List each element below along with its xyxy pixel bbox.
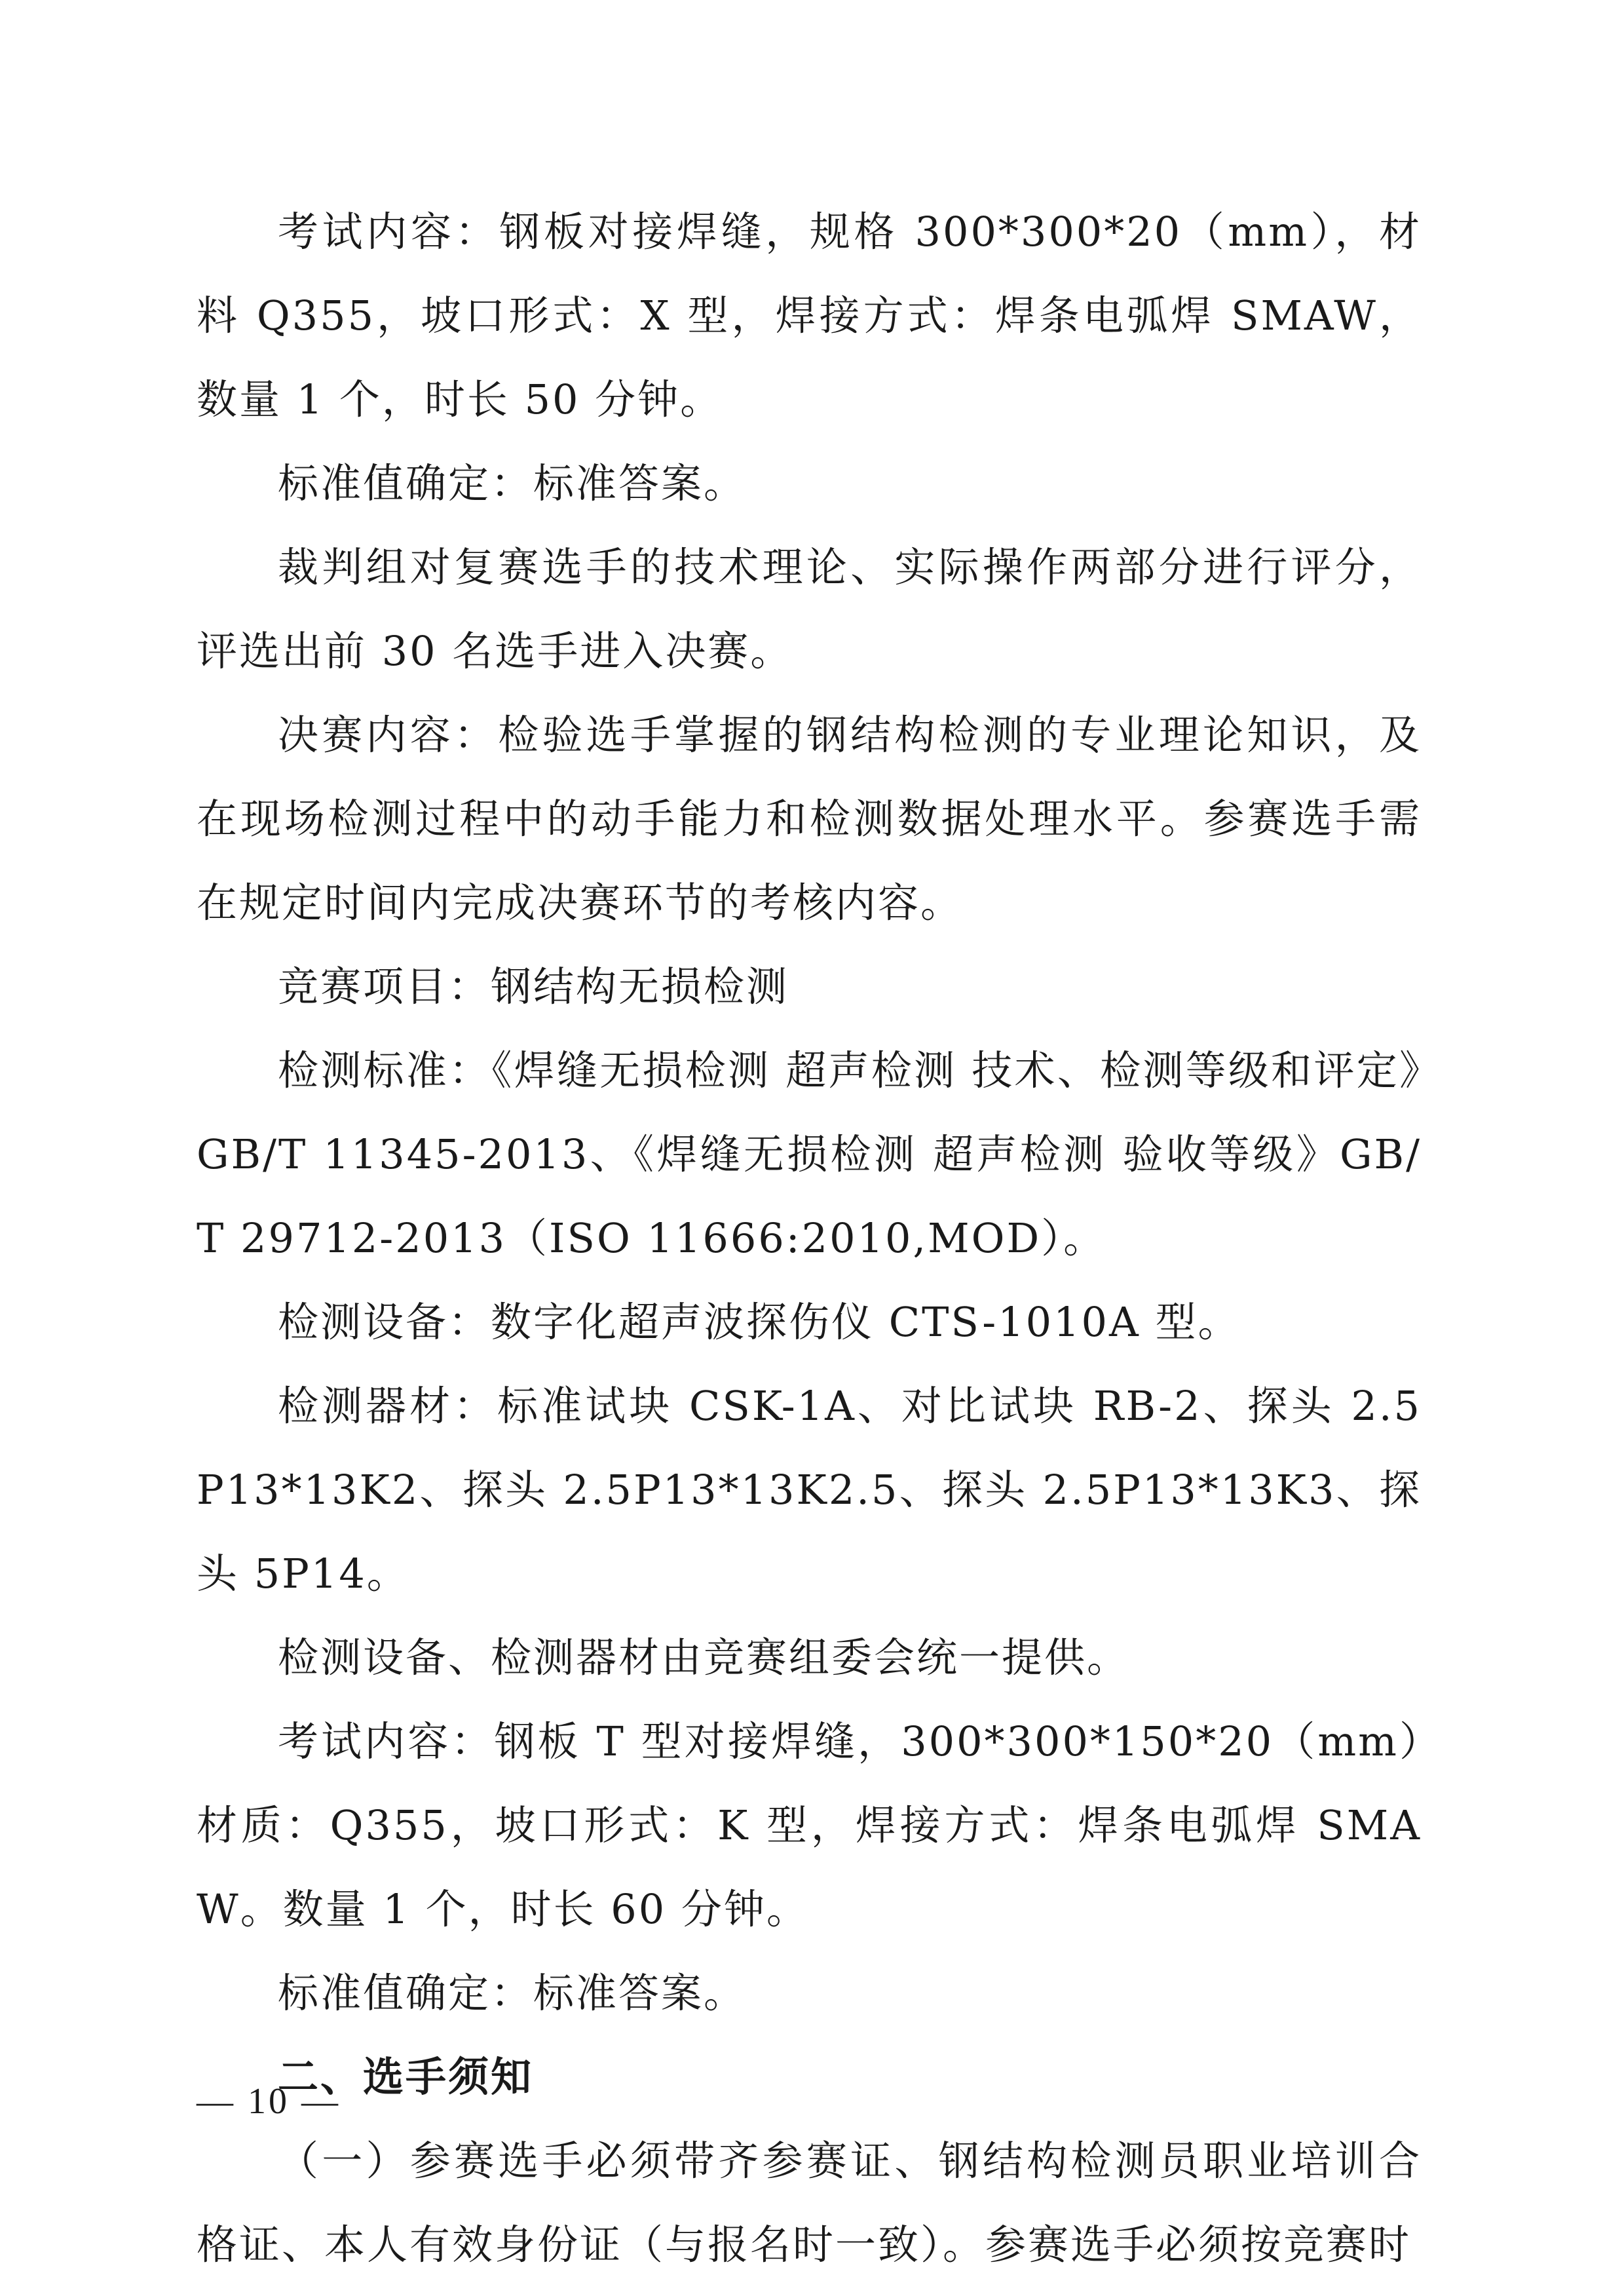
paragraph-test-equipment: 检测设备：数字化超声波探伤仪 CTS-1010A 型。 bbox=[278, 1298, 1241, 1346]
paragraph-test-standard: 检测标准：《焊缝无损检测 超声检测 技术、检测等级和评定》GB/T 11345-2013、《焊缝无损检测 超声检测 验收等级》GB/T 29712-2013（ISO 11666:2010,MOD）。 bbox=[197, 1046, 1422, 1262]
section-heading: 二、选手须知 bbox=[278, 2053, 534, 2101]
paragraph-exam-content-2: 考试内容：钢板 T 型对接焊缝，300*300*150*20（mm）材质：Q355，坡口形式：K 型，焊接方式：焊条电弧焊 SMAW。数量 1 个，时长 60 分钟。 bbox=[197, 1717, 1422, 1933]
document-body bbox=[197, 190, 1422, 2287]
paragraph-judging: 裁判组对复赛选手的技术理论、实际操作两部分进行评分，评选出前 30 名选手进入决赛。 bbox=[197, 543, 1422, 675]
paragraph-test-materials: 检测器材：标准试块 CSK-1A、对比试块 RB-2、探头 2.5P13*13K2、探头 2.5P13*13K2.5、探头 2.5P13*13K3、探头 5P14。 bbox=[197, 1382, 1422, 1598]
paragraph-exam-content-1: 考试内容：钢板对接焊缝，规格 300*300*20（mm），材料 Q355，坡口形式：X 型，焊接方式：焊条电弧焊 SMAW，数量 1 个，时长 50 分钟。 bbox=[197, 208, 1422, 423]
paragraph-equipment-provided: 检测设备、检测器材由竞赛组委会统一提供。 bbox=[278, 1634, 1130, 1681]
paragraph-final-content: 决赛内容：检验选手掌握的钢结构检测的专业理论知识，及在现场检测过程中的动手能力和检测数据处理水平。参赛选手需在规定时间内完成决赛环节的考核内容。 bbox=[197, 711, 1422, 927]
page-number: — 10 — bbox=[197, 2081, 341, 2122]
paragraph-standard-value-1: 标准值确定：标准答案。 bbox=[278, 459, 747, 507]
paragraph-competition-item: 竞赛项目：钢结构无损检测 bbox=[278, 963, 789, 1010]
paragraph-notice: （一）参赛选手必须带齐参赛证、钢结构检测员职业培训合格证、本人有效身份证（与报名时一致）。参赛选手必须按竞赛时 bbox=[197, 2137, 1422, 2268]
paragraph-standard-value-2: 标准值确定：标准答案。 bbox=[278, 1969, 747, 2017]
